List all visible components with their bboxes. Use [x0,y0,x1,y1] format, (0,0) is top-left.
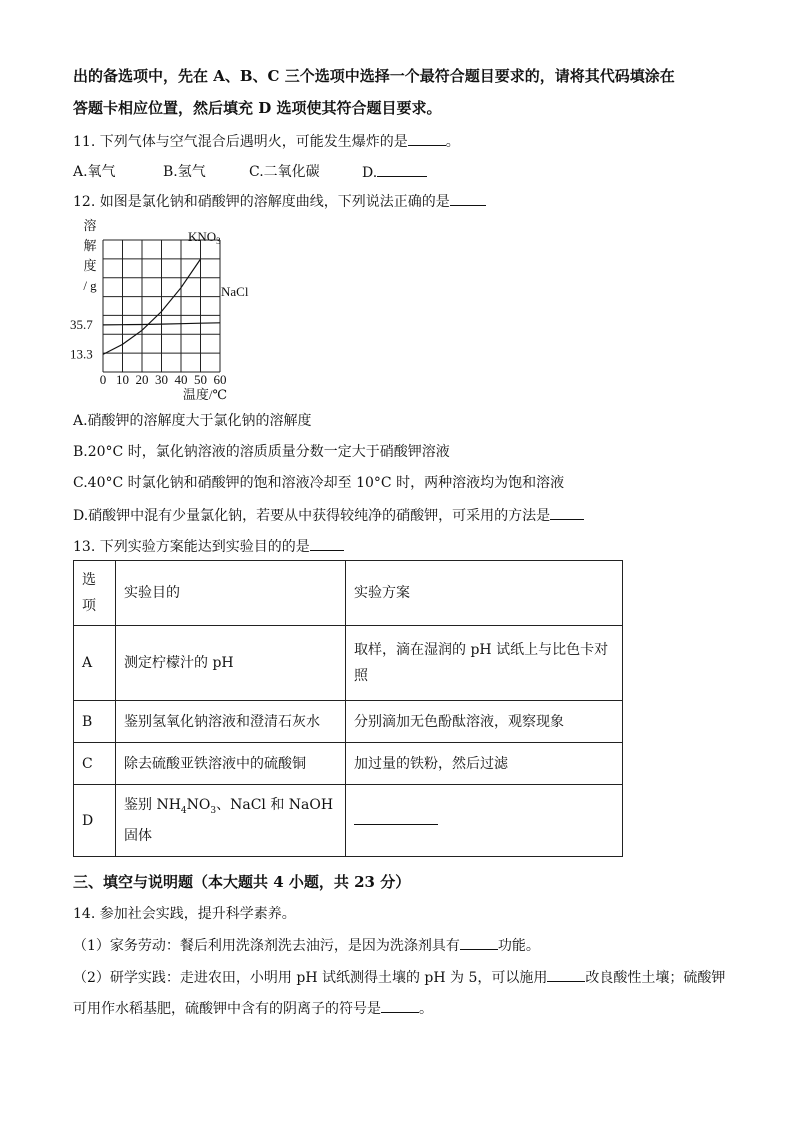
y-ticks [70,317,93,362]
section-3-title: 三、填空与说明题（本大题共 4 小题，共 23 分） [73,873,411,891]
q13-blank [310,536,344,551]
q14-stem: 14. 参加社会实践，提升科学素养。 [73,906,296,922]
q13-stem: 13. 下列实验方案能达到实验目的的是 [73,536,344,557]
q14-p1-blank [460,935,498,950]
table-header: 实验方案 [346,561,623,626]
q11-option-b: B.氢气 [163,164,206,180]
table-header: 选项 [74,561,116,626]
q14-part-2-line-1: （2）研学实践：走进农田，小明用 pH 试纸测得土壤的 pH 为 5，可以施用 改良酸性土壤；硫酸钾 [73,967,725,988]
table-header-row [74,561,623,626]
y-axis-label-char: 度 [83,258,97,273]
q12-d-blank [550,505,584,520]
table-cell-goal: 鉴别氢氧化钠溶液和澄清石灰水 [116,701,346,743]
series-label-kno3: $KNO_3$ [188,229,221,246]
q14-p2-blank-2 [381,998,419,1013]
x-tick-label: 50 [194,372,207,387]
q11-option-a: A.氧气 [73,164,116,180]
q14-p2-blank-1 [547,967,585,982]
y-axis-label [83,218,97,293]
table-cell-goal: 除去硫酸亚铁溶液中的硫酸铜 [116,743,346,785]
intro-line-1: 出的备选项中，先在 A、B、C 三个选项中选择一个最符合题目要求的，请将其代码填涂在 [73,67,675,85]
q11-option-d: D. [362,162,427,183]
x-tick-label: 10 [116,372,129,387]
q12-option-d: D.硝酸钾中混有少量氯化钠，若要从中获得较纯净的硝酸钾，可采用的方法是 [73,505,584,526]
q14-part-1: （1）家务劳动：餐后利用洗涤剂洗去油污，是因为洗涤剂具有 功能。 [73,935,540,956]
table-cell-goal: 鉴别 $NH_4NO_3$、NaCl 和 NaOH 固体 [116,785,346,857]
table-row [74,626,623,701]
table-cell-option: D [74,785,116,857]
q12-option-c: C.40°C 时氯化钠和硝酸钾的饱和溶液冷却至 10°C 时，两种溶液均为饱和溶液 [73,475,565,491]
y-axis-label-char: / g [83,278,97,293]
q12-option-a: A.硝酸钾的溶解度大于氯化钠的溶解度 [73,413,312,429]
x-tick-label: 40 [174,372,188,387]
table-cell-option: B [74,701,116,743]
series-line-kno3 [103,259,201,354]
table-row [74,743,623,785]
y-axis-label-char: 溶 [83,218,97,233]
x-ticks [100,372,227,387]
y-tick-label: 35.7 [70,316,93,332]
q13-table [73,560,623,857]
x-tick-label: 60 [213,372,227,387]
table-row [74,701,623,743]
y-tick-label: 13.3 [70,346,93,362]
x-tick-label: 20 [135,372,149,387]
q11-blank [408,131,446,146]
q13-d-plan-blank [354,810,438,825]
q12-option-b: B.20°C 时，氯化钠溶液的溶质质量分数一定大于硝酸钾溶液 [73,444,450,460]
table-cell-plan: 分别滴加无色酚酞溶液，观察现象 [346,701,623,743]
intro-line-2: 答题卡相应位置，然后填充 D 选项使其符合题目要求。 [73,99,442,117]
table-cell-option: A [74,626,116,701]
table-header: 实验目的 [116,561,346,626]
x-axis-label: 温度/℃ [182,387,228,400]
solubility-chart [70,215,270,400]
chart-grid [103,240,220,372]
y-axis-label-char: 解 [83,238,97,253]
q11-stem: 11. 下列气体与空气混合后遇明火，可能发生爆炸的是 。 [73,131,460,152]
table-row [74,785,623,857]
x-tick-label: 30 [155,372,168,387]
table-cell-plan [346,785,623,857]
x-tick-label: 0 [99,372,107,387]
q11-d-blank [377,162,427,177]
q12-blank [450,191,486,206]
q11-option-c: C.二氧化碳 [249,164,320,180]
series-label-nacl: NaCl [221,284,249,299]
table-cell-option: C [74,743,116,785]
q12-stem: 12. 如图是氯化钠和硝酸钾的溶解度曲线，下列说法正确的是 [73,191,486,212]
q14-part-2-line-2: 可用作水稻基肥，硫酸钾中含有的阴离子的符号是 。 [73,998,433,1019]
table-cell-plan: 加过量的铁粉，然后过滤 [346,743,623,785]
table-cell-plan: 取样，滴在湿润的 pH 试纸上与比色卡对照 [346,626,623,701]
table-cell-goal: 测定柠檬汁的 pH [116,626,346,701]
